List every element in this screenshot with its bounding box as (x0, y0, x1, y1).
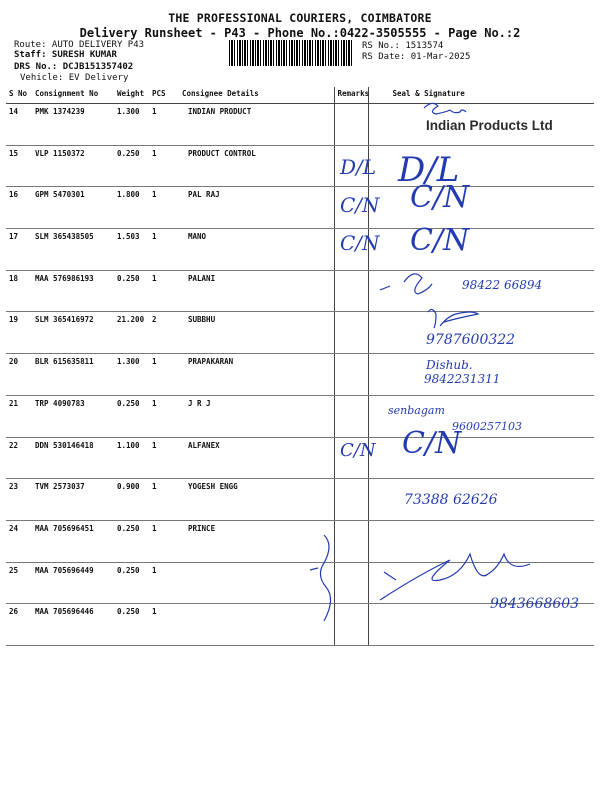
signature-scribble-row25 (380, 554, 530, 600)
consignee-cell: PRAPAKARAN (179, 354, 334, 396)
col-sno: S No (6, 87, 32, 104)
consignment-cell: MAA 576986193 (32, 270, 114, 312)
consignment-cell: DDN 530146418 (32, 437, 114, 479)
handwritten-remark-row16: D/L (340, 155, 377, 179)
consignee-cell: PAL RAJ (179, 187, 334, 229)
pcs-cell: 2 (149, 312, 179, 354)
weight-cell: 21.200 (114, 312, 149, 354)
consignee-cell: PRODUCT CONTROL (179, 145, 334, 187)
handwritten-phone-row20: 9787600322 (426, 332, 516, 348)
pcs-cell: 1 (149, 562, 179, 604)
col-weight: Weight (114, 87, 149, 104)
sno-cell: 20 (6, 354, 32, 396)
weight-cell: 0.250 (114, 270, 149, 312)
weight-cell: 1.800 (114, 187, 149, 229)
consignment-cell: VLP 1150372 (32, 145, 114, 187)
handwritten-phone-row21: 9842231311 (424, 372, 501, 386)
consignment-cell: MAA 705696449 (32, 562, 114, 604)
company-seal-stamp: Indian Products Ltd (426, 118, 553, 133)
weight-cell: 1.300 (114, 104, 149, 146)
consignee-cell: ALFANEX (179, 437, 334, 479)
sno-cell: 15 (6, 145, 32, 187)
consignee-cell: SUBBHU (179, 312, 334, 354)
handwritten-signature-row18: C/N (410, 223, 470, 258)
consignee-cell: MANO (179, 229, 334, 271)
weight-cell: 1.503 (114, 229, 149, 271)
sno-cell: 16 (6, 187, 32, 229)
sno-cell: 18 (6, 270, 32, 312)
consignment-cell: MAA 705696451 (32, 520, 114, 562)
sno-cell: 25 (6, 562, 32, 604)
handwritten-name-row21: Dishub. (426, 358, 473, 372)
sno-cell: 26 (6, 604, 32, 646)
handwritten-signature-row23: C/N (402, 426, 462, 461)
consignee-cell: PALANI (179, 270, 334, 312)
weight-cell: 0.250 (114, 604, 149, 646)
signature-scribble-row19 (428, 309, 478, 328)
vehicle-label: Vehicle: EV Delivery (20, 73, 129, 83)
col-consignee: Consignee Details (179, 87, 334, 104)
weight-cell: 0.250 (114, 520, 149, 562)
route-label: Route: AUTO DELIVERY P43 (14, 40, 145, 50)
company-name: THE PROFESSIONAL COURIERS, COIMBATORE (168, 11, 432, 25)
pcs-cell: 1 (149, 187, 179, 229)
pcs-cell: 1 (149, 395, 179, 437)
consignee-cell: YOGESH ENGG (179, 479, 334, 521)
consignee-cell: INDIAN PRODUCT (179, 104, 334, 146)
consignment-cell: PMK 1374239 (32, 104, 114, 146)
staff-label: Staff: SURESH KUMAR (14, 50, 117, 60)
pcs-cell: 1 (149, 604, 179, 646)
weight-cell: 0.900 (114, 479, 149, 521)
consignment-cell: TVM 2573037 (32, 479, 114, 521)
pcs-cell: 1 (149, 229, 179, 271)
consignment-cell: MAA 705696446 (32, 604, 114, 646)
pcs-cell: 1 (149, 354, 179, 396)
handwritten-phone-row26: 9843668603 (490, 596, 580, 612)
brace-mark (310, 535, 331, 621)
handwritten-name-row22: senbagam (388, 404, 445, 417)
sno-cell: 22 (6, 437, 32, 479)
signature-scribble-row18 (380, 274, 432, 294)
consignment-cell: SLM 365438505 (32, 229, 114, 271)
consignment-cell: BLR 615635811 (32, 354, 114, 396)
col-consignment: Consignment No (32, 87, 114, 104)
pcs-cell: 1 (149, 479, 179, 521)
weight-cell: 0.250 (114, 562, 149, 604)
pcs-cell: 1 (149, 270, 179, 312)
col-signature: Seal & Signature (368, 87, 594, 104)
handwritten-phone-row19: 98422 66894 (462, 278, 543, 292)
runsheet-title: Delivery Runsheet - P43 - Phone No.:0422-3505555 - Page No.:2 (79, 26, 521, 40)
weight-cell: 0.250 (114, 395, 149, 437)
sno-cell: 21 (6, 395, 32, 437)
sno-cell: 14 (6, 104, 32, 146)
sno-cell: 24 (6, 520, 32, 562)
rs-number: RS No.: 1513574 (362, 41, 444, 51)
col-pcs: PCS (149, 87, 179, 104)
consignment-cell: GPM 5470301 (32, 187, 114, 229)
sno-cell: 19 (6, 312, 32, 354)
weight-cell: 1.300 (114, 354, 149, 396)
pcs-cell: 1 (149, 104, 179, 146)
signature-scribble-row14 (424, 103, 466, 114)
rs-date: RS Date: 01-Mar-2025 (362, 52, 471, 62)
consignee-cell: J R J (179, 395, 334, 437)
pcs-cell: 1 (149, 145, 179, 187)
sno-cell: 23 (6, 479, 32, 521)
consignment-cell: TRP 4090783 (32, 395, 114, 437)
handwritten-remark-row18: C/N (340, 231, 380, 255)
drs-number: DRS No.: DCJB151357402 (14, 62, 134, 72)
col-remarks: Remarks (334, 87, 368, 104)
weight-cell: 0.250 (114, 145, 149, 187)
pcs-cell: 1 (149, 520, 179, 562)
consignment-cell: SLM 365416972 (32, 312, 114, 354)
pcs-cell: 1 (149, 437, 179, 479)
handwritten-signature-row16: D/L (398, 150, 460, 190)
sno-cell: 17 (6, 229, 32, 271)
handwritten-signature-row17: C/N (410, 180, 470, 215)
handwritten-remark-row23: C/N (340, 440, 376, 461)
weight-cell: 1.100 (114, 437, 149, 479)
consignee-cell: PRINCE (179, 520, 334, 562)
handwritten-remark-row17: C/N (340, 193, 380, 217)
handwritten-phone-row23: 9600257103 (452, 420, 522, 433)
handwritten-phone-row24: 73388 62626 (404, 492, 498, 508)
